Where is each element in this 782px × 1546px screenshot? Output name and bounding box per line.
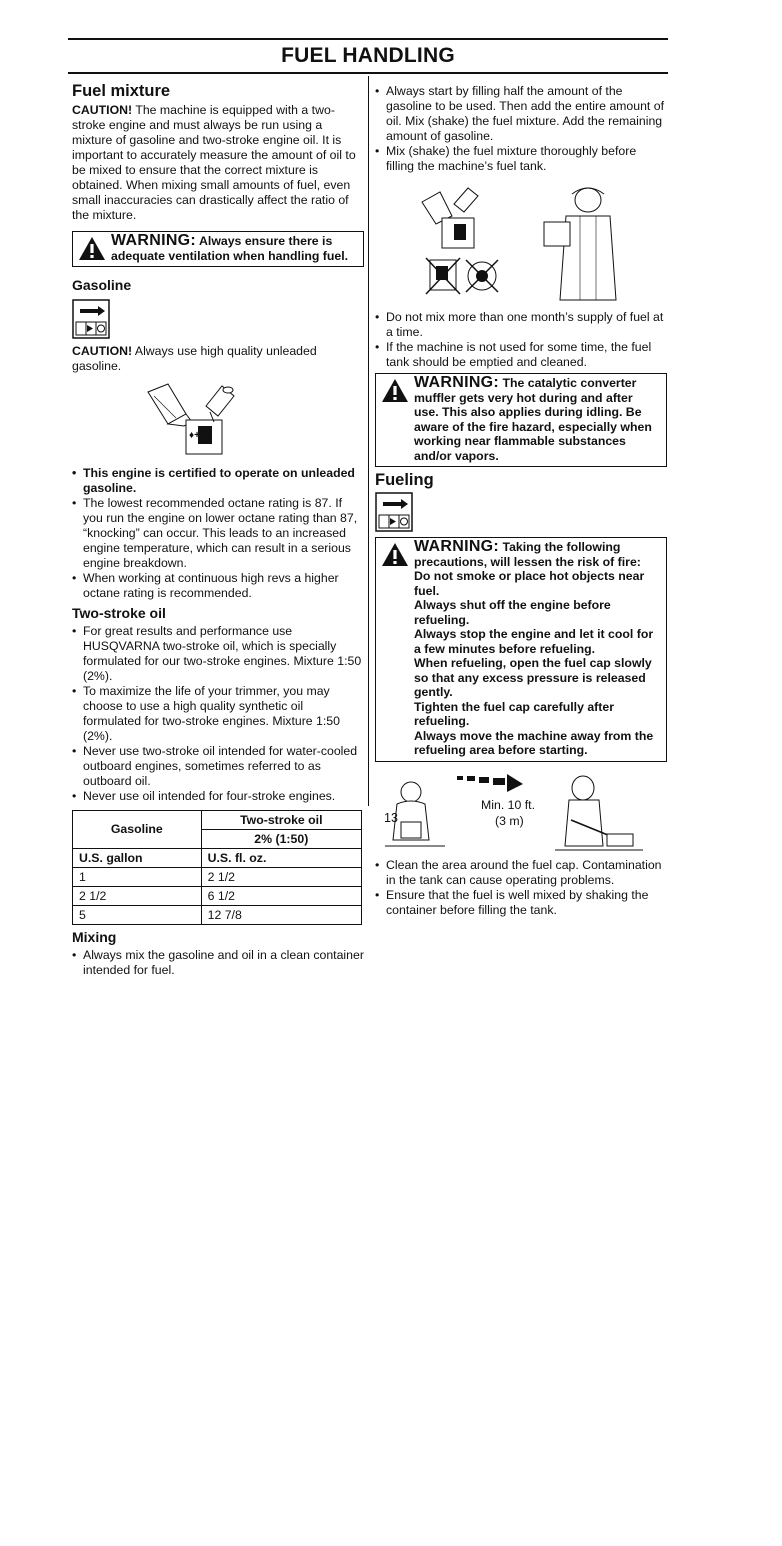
fuel-mixture-table [72,810,362,925]
list-item: • If the machine is not used for some time, the fuel tank should be emptied and cleaned. [375,340,667,370]
table-row [73,868,362,887]
warning-line: When refueling, open the fuel cap slowly so that any excess pressure is released gently. [414,656,652,699]
warning-label: WARNING: [111,232,197,249]
list-item: • Mix (shake) the fuel mixture thoroughly before filling the machine’s fuel tank. [375,144,667,174]
table-header-ratio: 2% (1:50) [201,830,361,849]
list-item: • Ensure that the fuel is well mixed by shaking the container before filling the tank. [375,888,667,918]
warning-line: Do not smoke or place hot objects near fuel. [414,569,645,598]
distance-arrow-icon [457,774,523,792]
list-item: • Do not mix more than one month’s supply of fuel at a time. [375,310,667,340]
fueling-heading: Fueling [375,471,434,489]
table-row [73,906,362,925]
list-item: • The lowest recommended octane rating is 87. If you run the engine on lower octane rating than 87, “knocking” can occur. This leads to an increased engine temperature, which can result in a serious engine breakdown. [72,496,364,571]
list-item: • Clean the area around the fuel cap. Contamination in the tank can cause operating problems. [375,858,667,888]
warning-line: Always move the machine away from the refueling area before starting. [414,728,654,757]
caution-label: CAUTION! [72,344,133,358]
list-item: • Never use two-stroke oil intended for water-cooled outboard engines, sometimes referred to as outboard oil. [72,744,364,789]
person-shaking-can-figure [544,188,616,300]
table-header-gasoline: Gasoline [73,811,202,849]
list-item: • This engine is certified to operate on unleaded gasoline. [72,466,364,496]
fuel-pump-symbol-icon [72,299,110,339]
warning-label: WARNING: [414,538,500,555]
right-column [375,84,667,918]
page-title: FUEL HANDLING [281,44,455,67]
warning-text: Always ensure there is adequate ventilation when handling fuel. [111,234,349,263]
distance-label-m: (3 m) [495,813,524,828]
caution-label: CAUTION! [72,103,133,117]
caution-text: The machine is equipped with a two-stroke engine and must always be run using a mixture of gasoline and two-stroke engine oil. It is important to accurately measure the amount of oil to be mixed to ensure that the correct mixture is obtained. When mixing small amounts of fuel, even small inaccuracies can drastically affect the ratio of the mixture. [72,103,356,222]
list-item: • Always start by filling half the amount of the gasoline to be used. Then add the entire amount of oil. Mix (shake) the fuel mixture. Add the remaining amount of gasoline. [375,84,667,144]
storage-bullets [375,310,667,370]
mixing-heading: Mixing [72,929,117,945]
mixing-procedure-bullets [375,84,667,174]
list-item: • Always mix the gasoline and oil in a clean container intended for fuel. [72,948,364,978]
list-item: • Never use oil intended for four-stroke engines. [72,789,364,804]
left-column [72,82,364,978]
table-header-oil: Two-stroke oil [201,811,361,830]
table-cell-oil: 6 1/2 [201,887,361,906]
table-unit-gasoline: U.S. gallon [73,849,202,868]
fuel-mixture-caution [72,103,364,223]
two-stroke-oil-heading: Two-stroke oil [72,605,166,621]
caution-text: Always use high quality unleaded gasoline. [72,344,317,373]
page-number: 13 [384,811,398,825]
warning-intro [414,540,660,569]
mixing-bullets [72,948,364,978]
distance-label-ft: Min. 10 ft. [481,797,535,812]
gasoline-heading: Gasoline [72,277,132,293]
gasoline-caution [72,344,364,374]
table-cell-gasoline: 1 [73,868,202,887]
gasoline-bullets [72,466,364,601]
table-unit-row [73,849,362,868]
warning-label: WARNING: [414,374,500,391]
warning-line: Always stop the engine and let it cool for a few minutes before refueling. [414,627,654,656]
header-rule-top [68,38,668,40]
table-cell-gasoline: 5 [73,906,202,925]
warning-triangle-icon [78,236,106,261]
warning-line: Tighten the fuel cap carefully after refueling. [414,699,614,728]
fuel-can-mixing-illustration [140,382,250,462]
warning-box-fueling [375,537,667,762]
fuel-mixing-illustration [420,182,620,302]
warning-line: Always shut off the engine before refueling. [414,598,611,627]
table-cell-gasoline: 2 1/2 [73,887,202,906]
warning-box-ventilation [72,231,364,267]
fuel-mixture-heading: Fuel mixture [72,82,171,100]
svg-text:♦+: ♦+ [189,430,200,441]
fuel-pump-symbol-icon [375,492,413,532]
fueling-bullets [375,858,667,918]
column-divider [368,76,369,806]
list-item: • To maximize the life of your trimmer, you may choose to use a high quality synthetic oil formulated for two-stroke engines. Mixture 1:50 (2%). [72,684,364,744]
warning-triangle-icon [381,378,409,403]
list-item: • For great results and performance use HUSQVARNA two-stroke oil, which is specially formulated for our two-stroke engines. Mixture 1:50 (2%). [72,624,364,684]
table-cell-oil: 2 1/2 [201,868,361,887]
no-fuel-crossed-icon [426,258,460,294]
two-stroke-bullets [72,624,364,804]
table-unit-oil: U.S. fl. oz. [201,849,361,868]
warning-text: Taking the following precautions, will lessen the risk of fire: [414,540,641,569]
warning-triangle-icon [381,542,409,567]
list-item: • When working at continuous high revs a higher octane rating is recommended. [72,571,364,601]
warning-text: The catalytic converter muffler gets very hot during and after use. This also applies during idling. Be aware of the fire hazard, especially when working near flammable substances and/or vapors. [414,376,652,463]
table-row [73,887,362,906]
warning-box-catalytic-converter [375,373,667,467]
table-cell-oil: 12 7/8 [201,906,361,925]
header-rule-bottom [68,72,668,74]
no-oil-crossed-icon [466,260,498,292]
